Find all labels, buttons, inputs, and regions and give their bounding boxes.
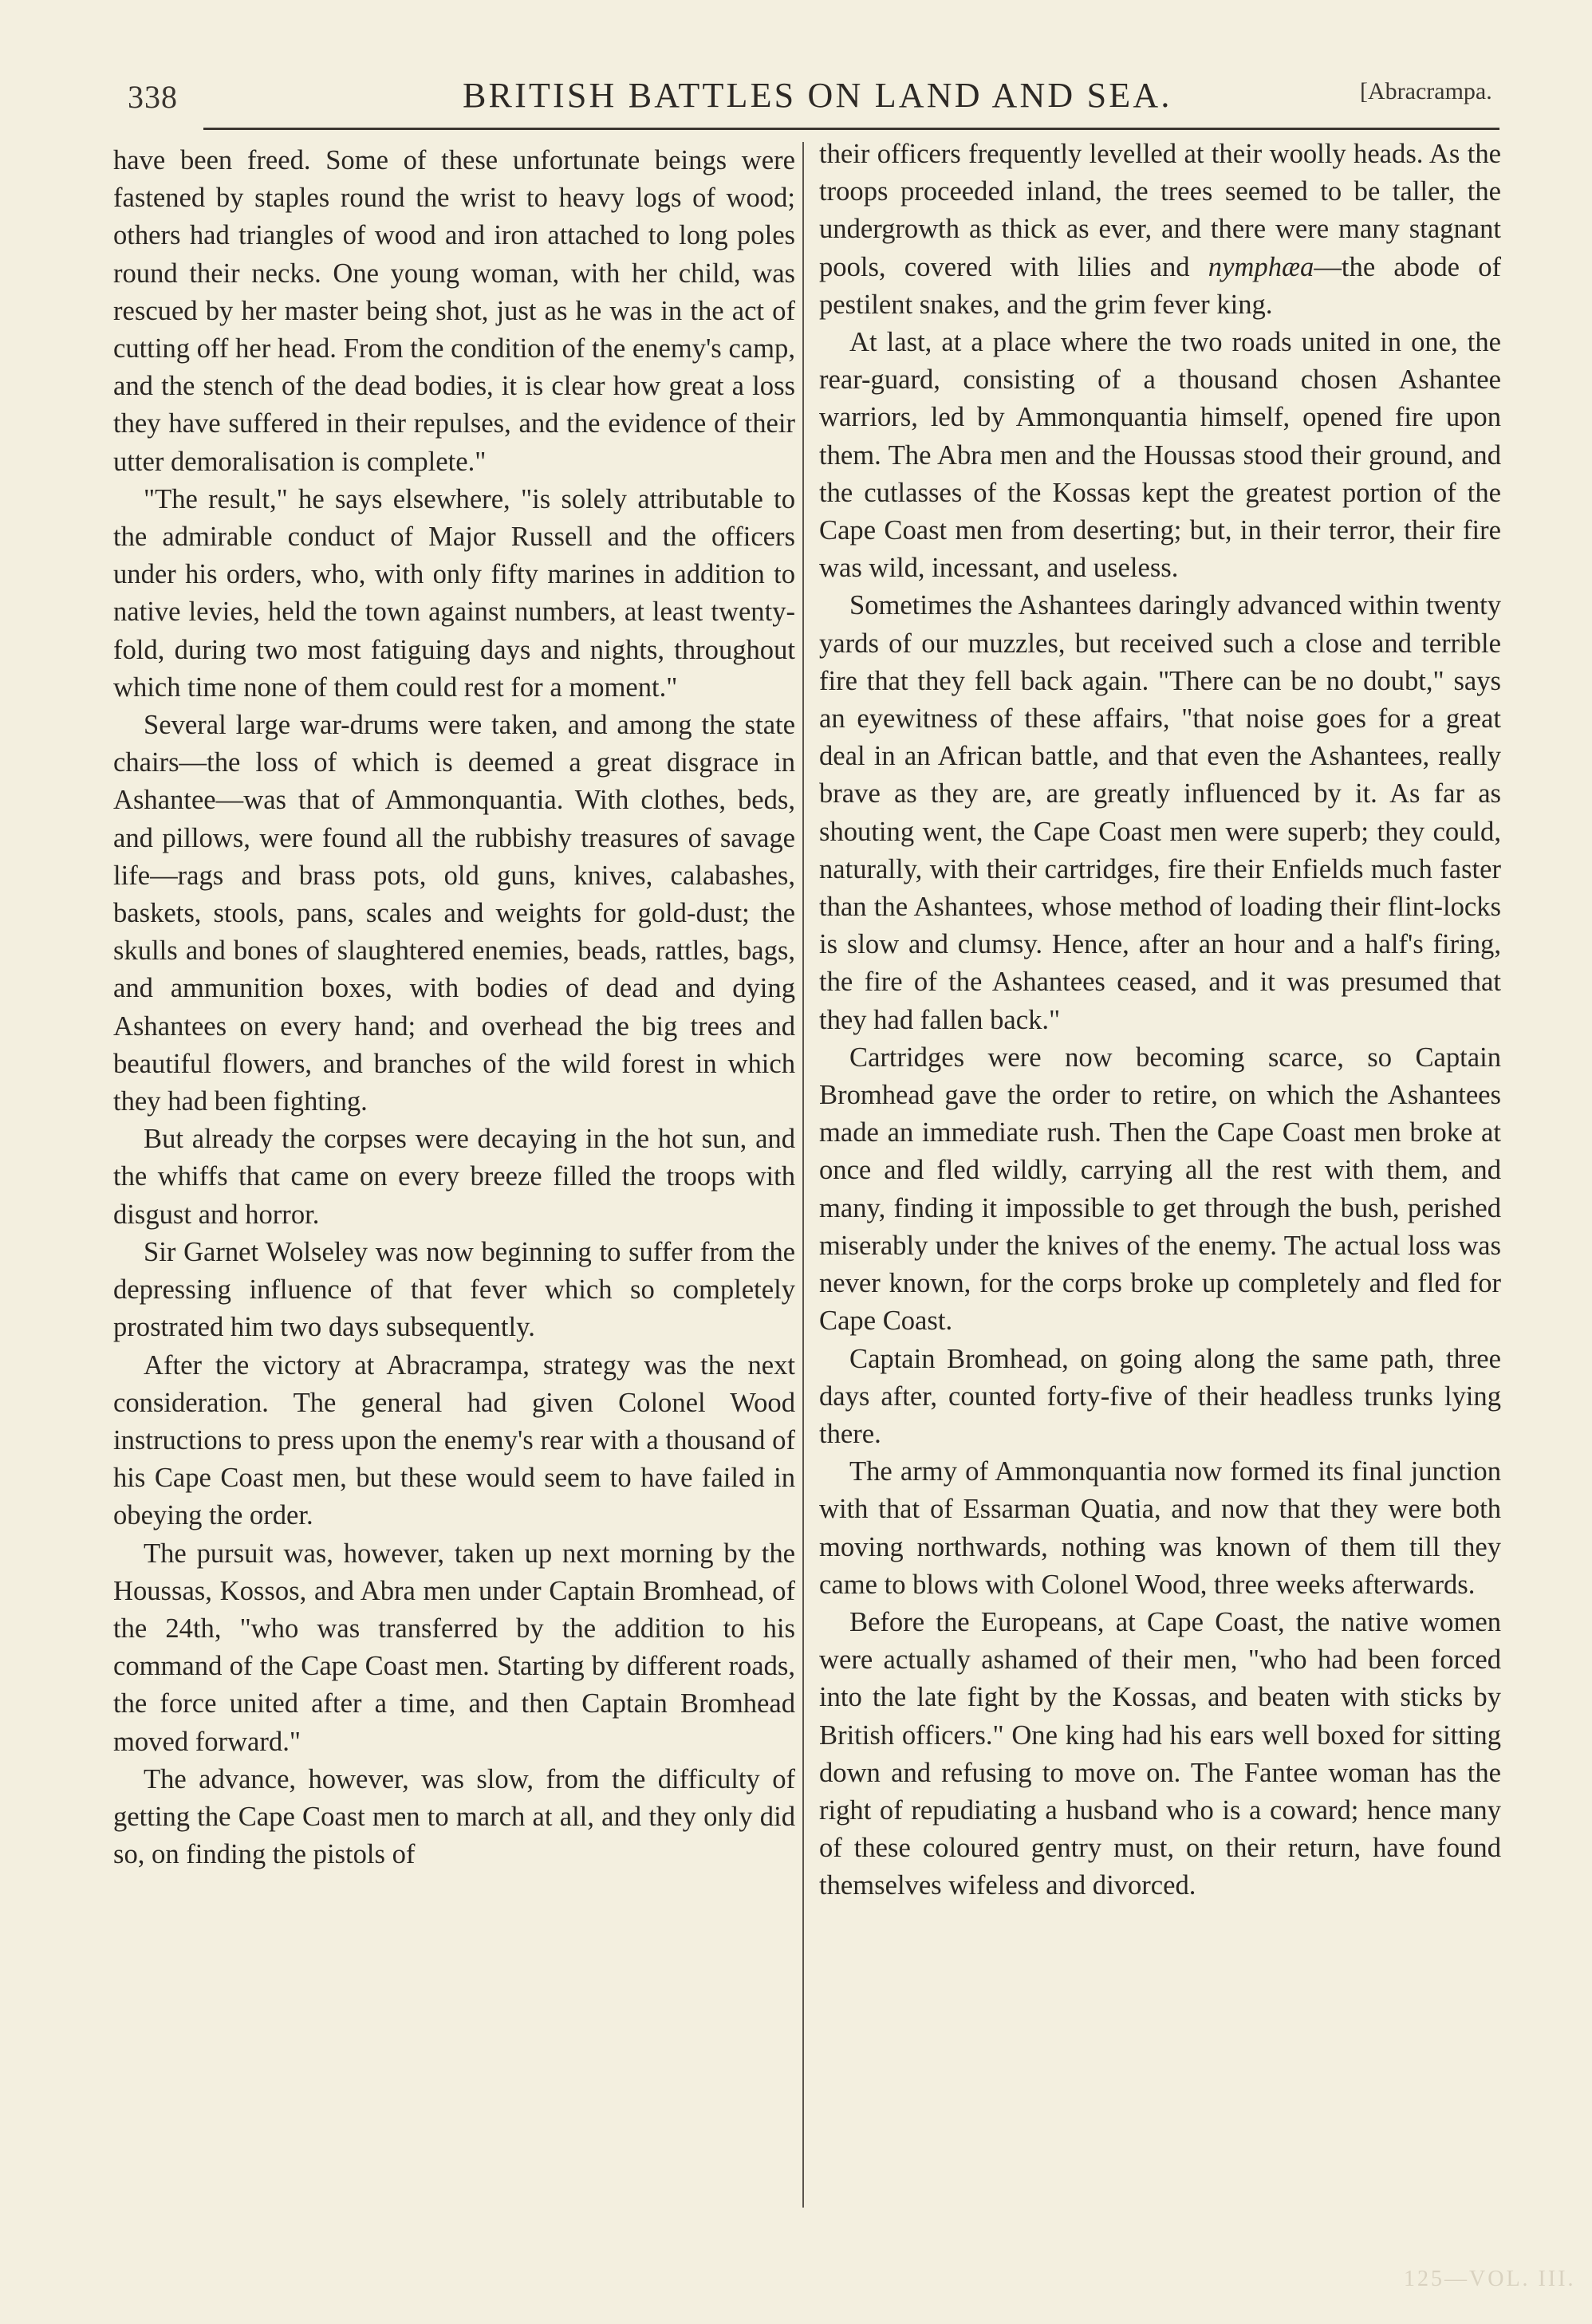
signature-mark: 125—VOL. III. <box>1404 2267 1576 2291</box>
paragraph: Captain Bromhead, on going along the same path, three days after, counted forty-five of their headless trunks lying there. <box>819 1343 1501 1449</box>
paragraph <box>819 136 1501 324</box>
paragraph: Several large war-drums were taken, and among the state chairs—the loss of which is deemed a great disgrace in Ashantee—was that of Ammonquantia. With clothes, beds, and pillows, were found all the rubbishy treasures of savage life—rags and brass pots, old guns, knives, calabashes, baskets, stools, pans, scales and weights for gold-dust; the skulls and bones of slaughtered enemies, beads, rattles, bags, and ammunition boxes, with bodies of dead and dying Ashantees on every hand; and overhead the big trees and beautiful flowers, and branches of the wild forest in which they had been fighting. <box>113 710 795 1117</box>
page-header <box>0 0 1592 128</box>
section-mark: [Abracrampa. <box>1360 78 1492 104</box>
page-number: 338 <box>128 79 178 115</box>
running-title: BRITISH BATTLES ON LAND AND SEA. <box>463 76 1172 115</box>
paragraph: The pursuit was, however, taken up next morning by the Houssas, Kossos, and Abra men under Captain Bromhead, of the 24th, "who was transferred by the addition to his command of the Cape Coast men. Starting by different roads, the force united after a time, and then Captain Bromhead moved forward." <box>113 1538 795 1757</box>
paragraph: "The result," he says elsewhere, "is solely attributable to the admirable conduct of Major Russell and the officers under his orders, who, with only fifty marines in addition to native levies, held the town against numbers, at least twenty-fold, during two most fatiguing days and nights, throughout which time none of them could rest for a moment." <box>113 483 795 703</box>
column-rule <box>802 142 804 2208</box>
paragraph: Before the Europeans, at Cape Coast, the native women were actually ashamed of their men, "who had been forced into the late fight by the Kossas, and beaten with sticks by British officers." One king had his ears well boxed for sitting down and refusing to move on. The Fantee woman has the right of repudiating a husband who is a coward; hence many of these coloured gentry must, on their return, have found themselves wifeless and divorced. <box>819 1606 1501 1901</box>
paragraph: Sir Garnet Wolseley was now beginning to suffer from the depressing influence of that fever which so completely prostrated him two days subsequently. <box>113 1236 795 1343</box>
paragraph: But already the corpses were decaying in the hot sun, and the whiffs that came on every breeze filled the troops with disgust and horror. <box>113 1124 795 1230</box>
paragraph-text: their officers frequently levelled at their woolly heads. As the troops proceeded inland, the trees seemed to be taller, the undergrowth as thick as ever, and there were many stagnant pools, covered with lilies and <box>819 139 1501 282</box>
left-column <box>113 142 795 1873</box>
paragraph-text: —the abode of pestilent snakes, and the grim fever king. <box>819 251 1501 320</box>
right-column <box>819 136 1501 1905</box>
italic-term: nymphæa <box>1208 251 1314 282</box>
paragraph: Cartridges were now becoming scarce, so Captain Bromhead gave the order to retire, on which the Ashantees made an immediate rush. Then the Cape Coast men broke at once and fled wildly, carrying all the rest with them, and many, finding it impossible to get through the bush, perished miserably under the knives of the enemy. The actual loss was never known, for the corps broke up completely and fled for Cape Coast. <box>819 1042 1501 1337</box>
header-rule <box>203 128 1499 130</box>
paragraph: At last, at a place where the two roads united in one, the rear-guard, consisting of a thousand chosen Ashantee warriors, led by Ammonquantia himself, opened fire upon them. The Abra men and the Houssas stood their ground, and the cutlasses of the Kossas kept the greatest portion of the Cape Coast men from deserting; but, in their terror, their fire was wild, incessant, and useless. <box>819 327 1501 584</box>
paragraph: Sometimes the Ashantees daringly advanced within twenty yards of our muzzles, but received such a close and terrible fire that they fell back again. "There can be no doubt," says an eyewitness of these affairs, "that noise goes for a great deal in an African battle, and that even the Ashantees, really brave as they are, are greatly influenced by it. As far as shouting went, the Cape Coast men were superb; they could, naturally, with their cartridges, fire their Enfields much faster than the Ashantees, whose method of loading their flint-locks is slow and clumsy. Hence, after an hour and a half's firing, the fire of the Ashantees ceased, and it was presumed that they had fallen back." <box>819 590 1501 1035</box>
paragraph: The army of Ammonquantia now formed its final junction with that of Essarman Quatia, and now that they were both moving northwards, nothing was known of them till they came to blows with Colonel Wood, three weeks afterwards. <box>819 1456 1501 1600</box>
paragraph: After the victory at Abracrampa, strategy was the next consideration. The general had given Colonel Wood instructions to press upon the enemy's rear with a thousand of his Cape Coast men, but these would seem to have failed in obeying the order. <box>113 1349 795 1531</box>
paragraph: have been freed. Some of these unfortunate beings were fastened by staples round the wrist to heavy logs of wood; others had triangles of wood and iron attached to long poles round their necks. One young woman, with her child, was rescued by her master being shot, just as he was in the act of cutting off her head. From the condition of the enemy's camp, and the stench of the dead bodies, it is clear how great a loss they have suffered in their repulses, and the evidence of their utter demoralisation is complete." <box>113 145 795 477</box>
paragraph: The advance, however, was slow, from the difficulty of getting the Cape Coast men to march at all, and they only did so, on finding the pistols of <box>113 1763 795 1870</box>
